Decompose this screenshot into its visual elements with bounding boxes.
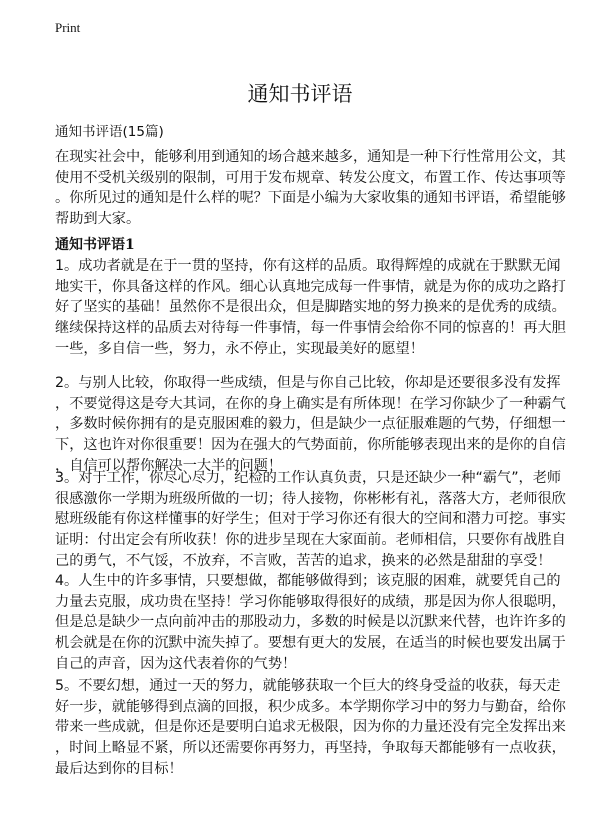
text-line: 在现实社会中，能够利用到通知的场合越来越多，通知是一种下行性常用公文，其	[55, 149, 566, 165]
comment-paragraph-5	[55, 676, 566, 780]
section-heading: 通知书评语1	[55, 237, 135, 253]
text-line: 很感激你一学期为班级所做的一切；待人接物，你彬彬有礼，落落大方，老师很欣	[55, 490, 566, 507]
text-line: 好一步，就能够得到点滴的回报，积少成多。本学期你学习中的努力与勤奋，给你	[55, 698, 566, 715]
text-line: 一些，多自信一些，努力，永不停止，实现最美好的愿望！	[55, 340, 424, 357]
comment-paragraph-1	[55, 256, 566, 360]
text-line: 2。与别人比较，你取得一些成绩，但是与你自己比较，你却是还要很多没有发挥	[55, 375, 561, 391]
subtitle: 通知书评语(15篇)	[55, 124, 164, 140]
text-line: 证明：付出定会有所收获！你的进步呈现在大家面前。老师相信，只要你有战胜自	[55, 532, 566, 549]
text-line: 好了坚实的基础！虽然你不是很出众，但是脚踏实地的努力换来的是优秀的成绩。	[55, 299, 566, 316]
text-line: 最后达到你的目标！	[55, 760, 183, 777]
text-line: ，自信可以帮你解决一大半的问题！	[55, 457, 283, 474]
text-line: 地实干，你具备这样的作风。细心认真地完成每一件事情，就是为你的成功之路打	[55, 278, 566, 295]
text-line: 使用不受机关级别的限制，可用于发布规章、转发公度文，布置工作、传达事项等	[55, 169, 566, 186]
text-line: 4。人生中的许多事情，只要想做，都能够做得到；该克服的困难，就要凭自己的	[55, 573, 561, 589]
intro-paragraph	[55, 147, 566, 230]
text-line: 。你所见过的通知是什么样的呢？下面是小编为大家收集的通知书评语，希望能够	[55, 190, 566, 207]
text-line: 下，这也许对你很重要！因为在强大的气势面前，你所能够表现出来的是你的自信	[55, 437, 566, 454]
page-title: 通知书评语	[247, 82, 353, 106]
text-line: 1。成功者就是在于一贯的坚持，你有这样的品质。取得辉煌的成就在于默默无闻	[55, 258, 561, 274]
comment-paragraph-3	[55, 468, 566, 572]
comment-paragraph-4	[55, 571, 566, 675]
text-line: 3。对于工作，你尽心尽力，纪检的工作认真负责，只是还缺少一种“霸气”，老师	[55, 470, 562, 486]
text-line: 5。不要幻想，通过一天的努力，就能够获取一个巨大的终身受益的收获，每天走	[55, 678, 561, 694]
text-line: 继续保持这样的品质去对待每一件事情，每一件事情会给你不同的惊喜的！再大胆	[55, 320, 566, 337]
print-link[interactable]: Print	[55, 20, 81, 35]
text-line: ，多数时候你拥有的是克服困难的毅力，但是缺少一点征服难题的气势，仔细想一	[55, 416, 566, 433]
text-line: ，时间上略显不紧，所以还需要你再努力，再坚持，争取每天都能够有一点收获，	[55, 740, 566, 757]
text-line: 带来一些成就，但是你还是要明白追求无极限，因为你的力量还没有完全发挥出来	[55, 719, 566, 736]
text-line: ，不要觉得这是夸大其词，在你的身上确实是有所体现！在学习你缺少了一种霸气	[55, 395, 566, 412]
text-line: 帮助到大家。	[55, 211, 141, 228]
text-line: 力量去克服，成功贵在坚持！学习你能够取得很好的成绩，那是因为你人很聪明，	[55, 593, 566, 610]
text-line: 自己的声音，因为这代表着你的气势！	[55, 655, 297, 672]
text-line: 慰班级能有你这样懂事的好学生；但对于学习你还有很大的空间和潜力可挖。事实	[55, 511, 566, 528]
text-line: 但是总是缺少一点向前冲击的那股动力，多数的时候是以沉默来代替，也许许多的	[55, 614, 566, 631]
comment-paragraph-2	[55, 373, 566, 477]
text-line: 机会就是在你的沉默中流失掉了。要想有更大的发展，在适当的时候也要发出属于	[55, 635, 566, 652]
text-line: 己的勇气，不气馁，不放弃，不言败，苦苦的追求，换来的必然是甜甜的享受！	[55, 552, 552, 569]
